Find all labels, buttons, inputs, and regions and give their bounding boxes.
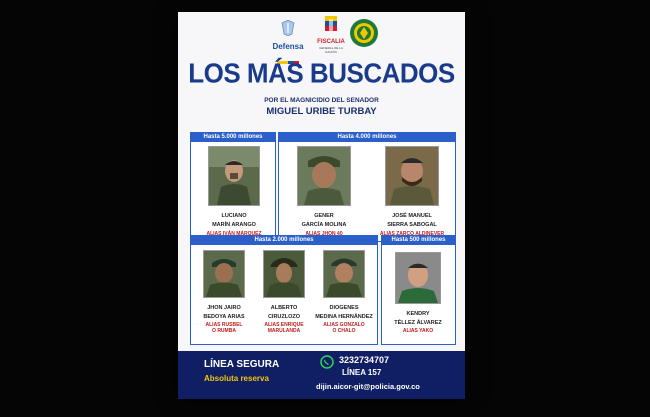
poster-subtitle: POR EL MAGNICIDIO DEL SENADOR xyxy=(264,97,379,104)
suspect-last-name: MARÍN ARANGO xyxy=(212,221,256,228)
fiscalia-label: FISCALIA xyxy=(317,39,345,45)
suspect-alias-cont: O RUMBA xyxy=(212,328,236,334)
suspect-photo xyxy=(203,250,245,298)
contact-email[interactable]: dijin.aicor-git@policia.gov.co xyxy=(316,382,420,391)
contact-footer xyxy=(178,351,465,399)
reward-label: Hasta 4.000 millones xyxy=(279,133,455,142)
suspect-photo xyxy=(395,252,441,304)
suspect-photo xyxy=(297,146,351,206)
police-seal-icon xyxy=(349,18,379,48)
suspect-alias: ALIAS RUSBEL xyxy=(205,322,243,328)
suspect-last-name: TÉLLEZ ÁLVAREZ xyxy=(394,319,442,326)
safe-line-label: LÍNEA SEGURA xyxy=(204,359,280,370)
line-157-label[interactable]: LÍNEA 157 xyxy=(342,368,382,377)
suspect-last-name: MEDINA HERNÁNDEZ xyxy=(315,313,373,320)
confidential-label: Absoluta reserva xyxy=(204,374,269,383)
suspect-alias: ALIAS ENRIQUE xyxy=(264,322,304,328)
suspect-alias-cont: MARULANDA xyxy=(267,328,301,334)
suspect-alias: ALIAS ZARCO ALDINEVER xyxy=(379,231,445,237)
suspect-first-name: GENER xyxy=(314,213,334,219)
suspect-alias: ALIAS IVÁN MÁRQUEZ xyxy=(206,231,262,237)
reward-label: Hasta 2.000 millones xyxy=(191,236,377,245)
suspect-first-name: ALBERTO xyxy=(270,305,298,311)
suspect-first-name: DIOGENES xyxy=(329,305,359,311)
fiscalia-sub-label: GENERAL DE LA NACIÓN xyxy=(319,46,343,54)
suspect-photo xyxy=(323,250,365,298)
fiscalia-logo xyxy=(313,16,349,54)
defensa-emblem-icon xyxy=(281,20,295,36)
logo-bar xyxy=(178,16,465,58)
wanted-person-card xyxy=(385,252,451,334)
suspect-first-name: JOSÉ MANUEL xyxy=(392,213,432,219)
suspect-first-name: LUCIANO xyxy=(221,213,247,219)
phone-number[interactable]: 3232734707 xyxy=(339,355,390,365)
wanted-person-card xyxy=(194,250,254,334)
wanted-person-card xyxy=(200,146,268,237)
suspect-photo xyxy=(263,250,305,298)
wanted-person-card xyxy=(290,146,358,237)
suspect-photo xyxy=(208,146,260,206)
wanted-person-card xyxy=(254,250,314,334)
suspect-photo xyxy=(385,146,439,206)
safe-line-panel xyxy=(178,351,304,399)
whatsapp-icon xyxy=(320,355,334,369)
suspect-alias-cont: O CHALO xyxy=(332,328,356,334)
reward-label: Hasta 500 millones xyxy=(382,236,455,245)
suspect-last-name: GARCÍA MOLINA xyxy=(301,221,347,228)
suspect-last-name: SIERRA SABOGAL xyxy=(387,221,437,228)
reward-label: Hasta 5.000 millones xyxy=(191,133,275,142)
suspect-last-name: CIRUZLOZO xyxy=(267,313,301,320)
defensa-label: Defensa xyxy=(272,42,304,51)
suspect-last-name: BEDOYA ARIAS xyxy=(203,313,245,320)
wanted-person-card xyxy=(312,250,376,334)
contact-panel xyxy=(306,351,465,399)
suspect-alias: ALIAS YAKO xyxy=(402,328,434,334)
poster-title: LOS MÁS BUSCADOS xyxy=(188,57,455,89)
senator-name: MIGUEL URIBE TURBAY xyxy=(266,106,377,117)
policia-seal xyxy=(349,18,379,48)
wanted-poster xyxy=(178,12,465,399)
suspect-first-name: KENDRY xyxy=(406,311,430,317)
fiscalia-shield-icon xyxy=(323,16,339,34)
wanted-person-card xyxy=(374,146,450,237)
suspect-alias: ALIAS JHON 40 xyxy=(305,231,343,237)
suspect-first-name: JHON JAIRO xyxy=(207,305,241,311)
suspect-alias: ALIAS GONZALO xyxy=(323,322,365,328)
